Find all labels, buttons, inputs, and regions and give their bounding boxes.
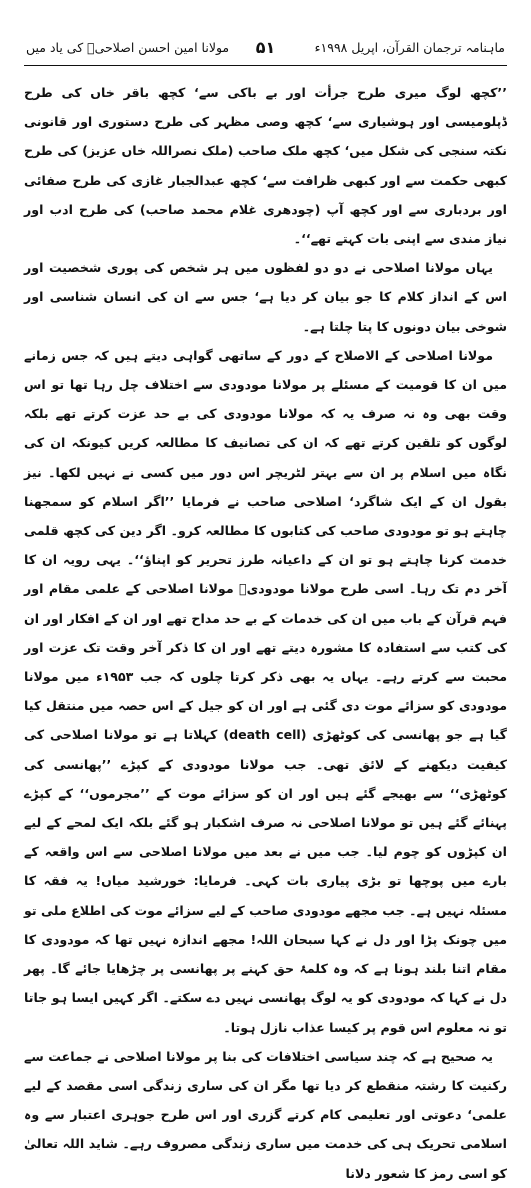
paragraph: یہاں مولانا اصلاحی نے دو دو لفظوں میں ہر شخص کی پوری شخصیت اور اس کے انداز کلام کا جو بیان کر دیا ہے‘ جس سے ان کی انسان شناسی اور شوخی بیان دونوں کا پتا چلتا ہے۔ — [24, 260, 507, 334]
running-header — [24, 30, 507, 66]
journal-issue: ماہنامہ ترجمان القرآن، اپریل ۱۹۹۸ء — [314, 40, 505, 55]
article-title: مولانا امین احسن اصلاحیؒ کی یاد میں — [26, 40, 230, 55]
paragraph: یہ صحیح ہے کہ چند سیاسی اختلافات کی بنا پر مولانا اصلاحی نے جماعت سے رکنیت کا رشتہ منقطع کر دیا تھا مگر ان کی ساری زندگی اسی مقصد کے لیے علمی‘ دعوتی اور تعلیمی کام کرتے گزری اور اس طرح جوہری اعتبار سے وہ اسلامی تحریک ہی کی خدمت میں ساری زندگی مصروف رہے۔ شاید اللہ تعالیٰ کو اسی رمز کا شعور دلانا — [24, 1048, 507, 1181]
paragraph: مولانا اصلاحی کے الاصلاح کے دور کے ساتھی گواہی دیتے ہیں کہ جس زمانے میں ان کا قومیت کے مسئلے پر مولانا مودودی سے اختلاف چل رہا تھا تو اس وقت بھی وہ نہ صرف یہ کہ مولانا مودودی کی بے حد عزت کرتے تھے بلکہ لوگوں کو تلقین کرتے تھے کہ ان کی تصانیف کا مطالعہ کریں کیونکہ ان کی نگاہ میں اسلام پر ان سے بہتر لٹریچر اس دور میں کسی نے نہیں لکھا۔ نیز بقول ان کے ایک شاگرد‘ اصلاحی صاحب نے فرمایا ’’اگر اسلام کو سمجھنا چاہتے ہو تو مودودی صاحب کی کتابوں کا مطالعہ کرو۔ اگر دین کی کچھ قلمی خدمت کرنا چاہتے ہو تو ان کے داعیانہ طرز تحریر کو اپناؤ‘‘۔ یہی رویہ ان کا آخر دم تک رہا۔ اسی طرح مولانا مودودیؒ مولانا اصلاحی کے علمی مقام اور فہم قرآن کے باب میں ان کی خدمات کے بے حد مداح تھے اور ان کے افکار اور ان کی کتب سے استفادہ کا مشورہ دیتے تھے اور ان کا ذکر آخر وقت تک عزت اور محبت سے کرتے رہے۔ یہاں یہ بھی ذکر کرتا چلوں کہ جب ۱۹۵۳ء میں مولانا مودودی کو سزائے موت دی گئی ہے اور ان کو جیل کے اس حصہ میں منتقل کیا گیا ہے جو پھانسی کی کوٹھڑی (death cell) کہلاتا ہے تو مولانا اصلاحی کی کیفیت دیکھنے کے لائق تھی۔ جب مولانا مودودی کے کپڑے ’’پھانسی کی کوٹھڑی‘‘ سے بھیجے گئے ہیں اور ان کو سزائے موت کے ’’مجرموں‘‘ کے کپڑے پہنائے گئے ہیں تو مولانا اصلاحی نہ صرف اشکبار ہو گئے بلکہ ایک لمحے کے لیے ان کپڑوں کو چوم لیا۔ جب میں نے بعد میں مولانا اصلاحی سے اس واقعہ کے بارے میں پوچھا تو بڑی پیاری بات کہی۔ فرمایا: خورشید میاں! یہ فقہ کا مسئلہ نہیں ہے۔ جب مجھے مودودی صاحب کے لیے سزائے موت کی اطلاع ملی تو میں چونک پڑا اور دل نے کہا سبحان اللہ! مجھے اندازہ نہیں تھا کہ مودودی کا مقام اتنا بلند ہونا ہے کہ وہ کلمۂ حق کہنے پر پھانسی پر چڑھایا جائے گا۔ پھر دل نے کہا کہ مودودی کو یہ لوگ پھانسی نہیں دے سکتے۔ اگر کہیں ایسا ہو جاتا تو نہ معلوم اس قوم پر کیسا عذاب نازل ہوتا۔ — [24, 347, 507, 1035]
page-number: ۵۱ — [255, 38, 276, 57]
article-body — [24, 78, 507, 1188]
paragraph-quote: ’’کچھ لوگ میری طرح جرأت اور بے باکی سے‘ کچھ باقر خاں کی طرح ڈپلومیسی اور ہوشیاری سے‘ کچھ وصی مظہر کی طرح دستوری اور قانونی نکتہ سنجی کی شکل میں‘ کچھ ملک صاحب (ملک نصراللہ خاں عزیز) کی طرح کبھی حکمت سے اور کبھی ظرافت سے‘ کچھ عبدالجبار غازی کی طرح صفائی اور بردباری سے اور کچھ آپ (چودھری غلام محمد صاحب) کی طرح ادب اور نیاز مندی سے اپنی بات کہتے تھے‘‘۔ — [24, 85, 507, 247]
